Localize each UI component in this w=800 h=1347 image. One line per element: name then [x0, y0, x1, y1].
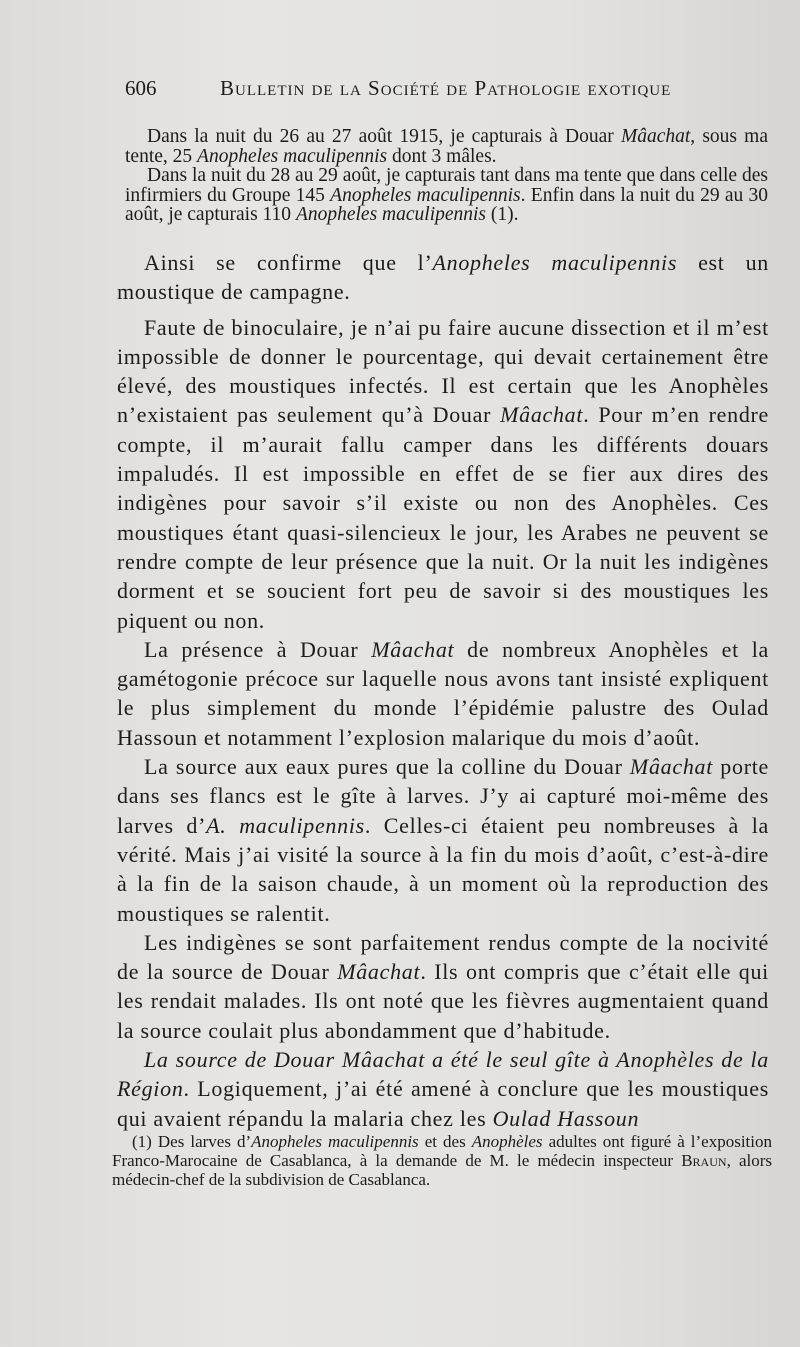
page-number: 606	[125, 76, 157, 100]
footnote-text: (1) Des larves d’Anopheles maculipennis et des Anophèles adultes ont figuré à l’exposition Franco-Marocaine de Casablanca, à la demande de M. le médecin inspecteur Braun, alors médecin-chef de la subdivision de Casablanca.	[112, 1132, 773, 1189]
paragraph: La présence à Douar Mâachat de nombreux Anophèles et la gamétogonie précoce sur laquelle nous avons tant insisté expliquent le plus simplement du monde l’épidémie palustre des Oulad Hassoun et notamment l’explosion malarique du mois d’août.	[117, 636, 769, 750]
paragraph: Ainsi se confirme que l’Anopheles maculipennis est un moustique de campagne.	[117, 250, 769, 305]
capture-notes	[125, 127, 768, 225]
paragraph: Les indigènes se sont parfaitement rendus compte de la nocivité de la source de Douar Mâachat. Ils ont compris que c’était elle qui les rendait malades. Ils ont noté que les fièvres augmentaient quand la source coulait plus abondamment que d’habitude.	[117, 929, 769, 1043]
running-title: Bulletin de la Société de Pathologie exotique	[220, 76, 672, 100]
paragraph: Faute de binoculaire, je n’ai pu faire aucune dissection et il m’est impossible de donner le pourcentage, qui devait certainement être élevé, des moustiques infectés. Il est certain que les Anophèles n’existaient pas seulement qu’à Douar Mâachat. Pour m’en rendre compte, il m’aurait fallu camper dans les différents douars impaludés. Il est impossible en effet de se fier aux dires des indigènes pour savoir s’il existe ou non des Anophèles. Ces moustiques étant quasi-silencieux le jour, les Arabes ne peuvent se rendre compte de leur présence que la nuit. Or la nuit les indigènes dorment et se soucient fort peu de savoir si des moustiques les piquent ou non.	[117, 314, 770, 633]
paragraph: La source de Douar Mâachat a été le seul gîte à Anophèles de la Région. Logiquement, j’ai été amené à conclure que les moustiques qui avaient répandu la malaria chez les Oulad Hassoun	[117, 1047, 769, 1131]
page-header	[125, 76, 685, 110]
main-text	[117, 248, 769, 1133]
paragraph: Dans la nuit du 26 au 27 août 1915, je capturais à Douar Mâachat, sous ma tente, 25 Anopheles maculipennis dont 3 mâles.	[125, 126, 769, 167]
footnote	[112, 1132, 772, 1189]
paragraph: La source aux eaux pures que la colline du Douar Mâachat porte dans ses flancs est le gîte à larves. J’y ai capturé moi-même des larves d’A. maculipennis. Celles-ci étaient peu nombreuses à la vérité. Mais j’ai visité la source à la fin du mois d’août, c’est-à-dire à la fin de la saison chaude, à un moment où la reproduction des moustiques se ralentit.	[117, 754, 769, 926]
paragraph: Dans la nuit du 28 au 29 août, je capturais tant dans ma tente que dans celle des infirmiers du Groupe 145 Anopheles maculipennis. Enfin dans la nuit du 29 au 30 août, je capturais 110 Anopheles maculipennis (1).	[125, 165, 768, 225]
